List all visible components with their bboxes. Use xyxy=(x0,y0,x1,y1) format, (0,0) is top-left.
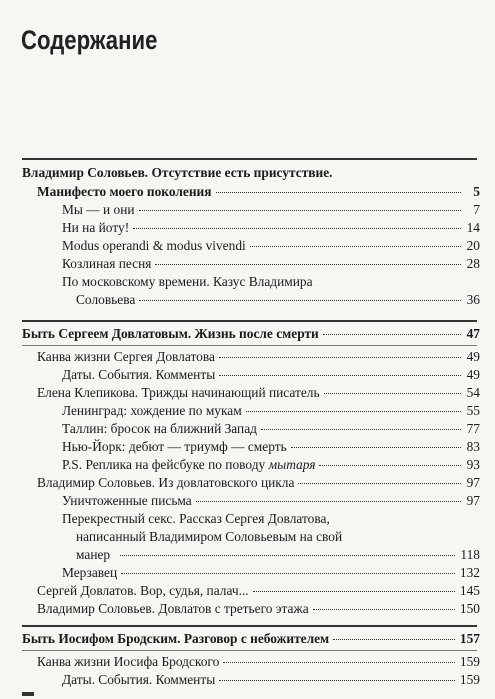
leader-dots xyxy=(261,429,461,430)
toc-entry[interactable] xyxy=(37,184,480,200)
leader-dots xyxy=(324,393,461,394)
toc-page-number: 20 xyxy=(466,238,480,253)
toc-entry-title: Мы — и они xyxy=(62,202,135,217)
section-divider xyxy=(22,320,477,322)
toc-page-number: 159 xyxy=(459,672,480,687)
toc-entry-title: Канва жизни Сергея Довлатова xyxy=(37,349,215,364)
toc-entry[interactable] xyxy=(37,654,480,670)
toc-entry-title: написанный Владимиром Соловьевым на свой xyxy=(76,529,343,544)
leader-dots xyxy=(291,447,461,448)
toc-entry-leader[interactable] xyxy=(120,547,480,563)
toc-entry-title: Перекрестный секс. Рассказ Сергея Довлатова, xyxy=(62,511,330,526)
leader-dots xyxy=(216,192,462,193)
leader-dots xyxy=(133,228,461,229)
leader-dots xyxy=(219,357,461,358)
toc-page-number: 145 xyxy=(459,583,480,598)
toc-entry[interactable] xyxy=(62,511,480,527)
leader-dots xyxy=(253,591,455,592)
toc-entry-title: Канва жизни Иосифа Бродского xyxy=(37,654,220,669)
toc-page-number: 49 xyxy=(466,349,480,364)
toc-entry-title: Нью-Йорк: дебют — триумф — смерть xyxy=(62,439,287,454)
toc-entry[interactable] xyxy=(22,326,480,342)
toc-entry-title: P.S. Реплика на фейсбуке по поводу мытаря xyxy=(62,457,316,472)
leader-dots xyxy=(246,411,461,412)
leader-dots xyxy=(313,609,455,610)
toc-entry-title: Ни на йоту! xyxy=(62,220,130,235)
italic-word: мытаря xyxy=(268,457,316,472)
toc-entry-title: Владимир Соловьев. Из довлатовского цикла xyxy=(37,475,295,490)
toc-entry[interactable] xyxy=(37,385,480,401)
toc-page-number: 28 xyxy=(466,256,480,271)
toc-entry[interactable] xyxy=(37,475,480,491)
leader-dots xyxy=(120,555,455,556)
section-line xyxy=(22,650,477,651)
leader-dots xyxy=(139,300,461,301)
toc-entry-title: Modus operandi & modus vivendi xyxy=(62,238,246,253)
leader-dots xyxy=(250,246,461,247)
toc-entry[interactable] xyxy=(62,238,480,254)
toc-entry[interactable] xyxy=(62,274,480,290)
toc-entry-title: Козлиная песня xyxy=(62,256,152,271)
toc-entry-title: Даты. События. Комменты xyxy=(62,672,216,687)
toc-entry[interactable] xyxy=(62,220,480,236)
toc-entry-title: манер xyxy=(76,547,111,562)
toc-entry[interactable] xyxy=(76,292,480,308)
toc-entry-title: Мерзавец xyxy=(62,565,118,580)
leader-dots xyxy=(333,639,455,640)
toc-page-number: 150 xyxy=(459,601,480,616)
section-divider xyxy=(22,625,477,627)
leader-dots xyxy=(155,264,461,265)
toc-entry-title: Быть Сергеем Довлатовым. Жизнь после смерти xyxy=(22,326,319,341)
toc-entry[interactable] xyxy=(62,202,480,218)
toc-entry[interactable] xyxy=(37,583,480,599)
toc-page-number: 157 xyxy=(459,631,480,646)
toc-page-number: 77 xyxy=(466,421,480,436)
toc-entry[interactable] xyxy=(62,421,480,437)
toc-page-number: 49 xyxy=(466,367,480,382)
toc-entry[interactable] xyxy=(22,631,480,647)
toc-page-number: 97 xyxy=(466,493,480,508)
leader-dots xyxy=(223,662,455,663)
toc-entry-title: Владимир Соловьев. Отсутствие есть присутствие. xyxy=(22,165,333,180)
toc-entry[interactable] xyxy=(62,439,480,455)
leader-dots xyxy=(319,465,461,466)
toc-entry[interactable] xyxy=(62,367,480,383)
leader-dots xyxy=(219,375,461,376)
toc-entry[interactable] xyxy=(37,349,480,365)
toc-entry[interactable] xyxy=(62,565,480,581)
page-title: Содержание xyxy=(21,25,158,55)
section-divider xyxy=(22,158,477,160)
toc-entry-title: Манифесто моего поколения xyxy=(37,184,212,199)
toc-entry-title: Елена Клепикова. Трижды начинающий писатель xyxy=(37,385,320,400)
leader-dots xyxy=(298,483,461,484)
toc-entry[interactable] xyxy=(62,493,480,509)
toc-entry-title: По московскому времени. Казус Владимира xyxy=(62,274,313,289)
toc-entry-title: Сергей Довлатов. Вор, судья, палач... xyxy=(37,583,249,598)
toc-page-number: 159 xyxy=(459,654,480,669)
toc-page-number: 14 xyxy=(466,220,480,235)
toc-entry[interactable] xyxy=(22,165,480,181)
toc-page-number: 132 xyxy=(459,565,480,580)
toc-entry[interactable] xyxy=(62,672,480,688)
toc-page-number: 83 xyxy=(466,439,480,454)
toc-entry[interactable] xyxy=(62,457,480,473)
toc-entry[interactable] xyxy=(37,601,480,617)
toc-page-number: 118 xyxy=(460,547,480,562)
leader-dots xyxy=(139,210,461,211)
leader-dots xyxy=(196,501,461,502)
leader-dots xyxy=(219,680,455,681)
toc-page-number: 54 xyxy=(466,385,480,400)
toc-page-number: 36 xyxy=(466,292,480,307)
toc-page-number: 97 xyxy=(466,475,480,490)
toc-page-number: 5 xyxy=(473,184,480,199)
toc-entry-title: Даты. События. Комменты xyxy=(62,367,216,382)
toc-entry-title: Ленинград: хождение по мукам xyxy=(62,403,242,418)
toc-entry-title: Быть Иосифом Бродским. Разговор с небожителем xyxy=(22,631,330,646)
section-line xyxy=(22,345,477,346)
toc-page-number: 93 xyxy=(466,457,480,472)
toc-entry-title: Уничтоженные письма xyxy=(62,493,192,508)
page-corner-mark xyxy=(22,692,34,696)
toc-entry[interactable] xyxy=(62,403,480,419)
toc-entry-title: Таллин: бросок на ближний Запад xyxy=(62,421,257,436)
leader-dots xyxy=(121,573,455,574)
toc-page-number: 47 xyxy=(466,326,480,341)
toc-entry[interactable] xyxy=(62,256,480,272)
toc-entry[interactable] xyxy=(76,529,480,545)
leader-dots xyxy=(323,334,461,335)
toc-page-number: 55 xyxy=(466,403,480,418)
toc-entry-title: Соловьева xyxy=(76,292,136,307)
toc-entry-title: Владимир Соловьев. Довлатов с третьего этажа xyxy=(37,601,309,616)
toc-page-number: 7 xyxy=(473,202,480,217)
